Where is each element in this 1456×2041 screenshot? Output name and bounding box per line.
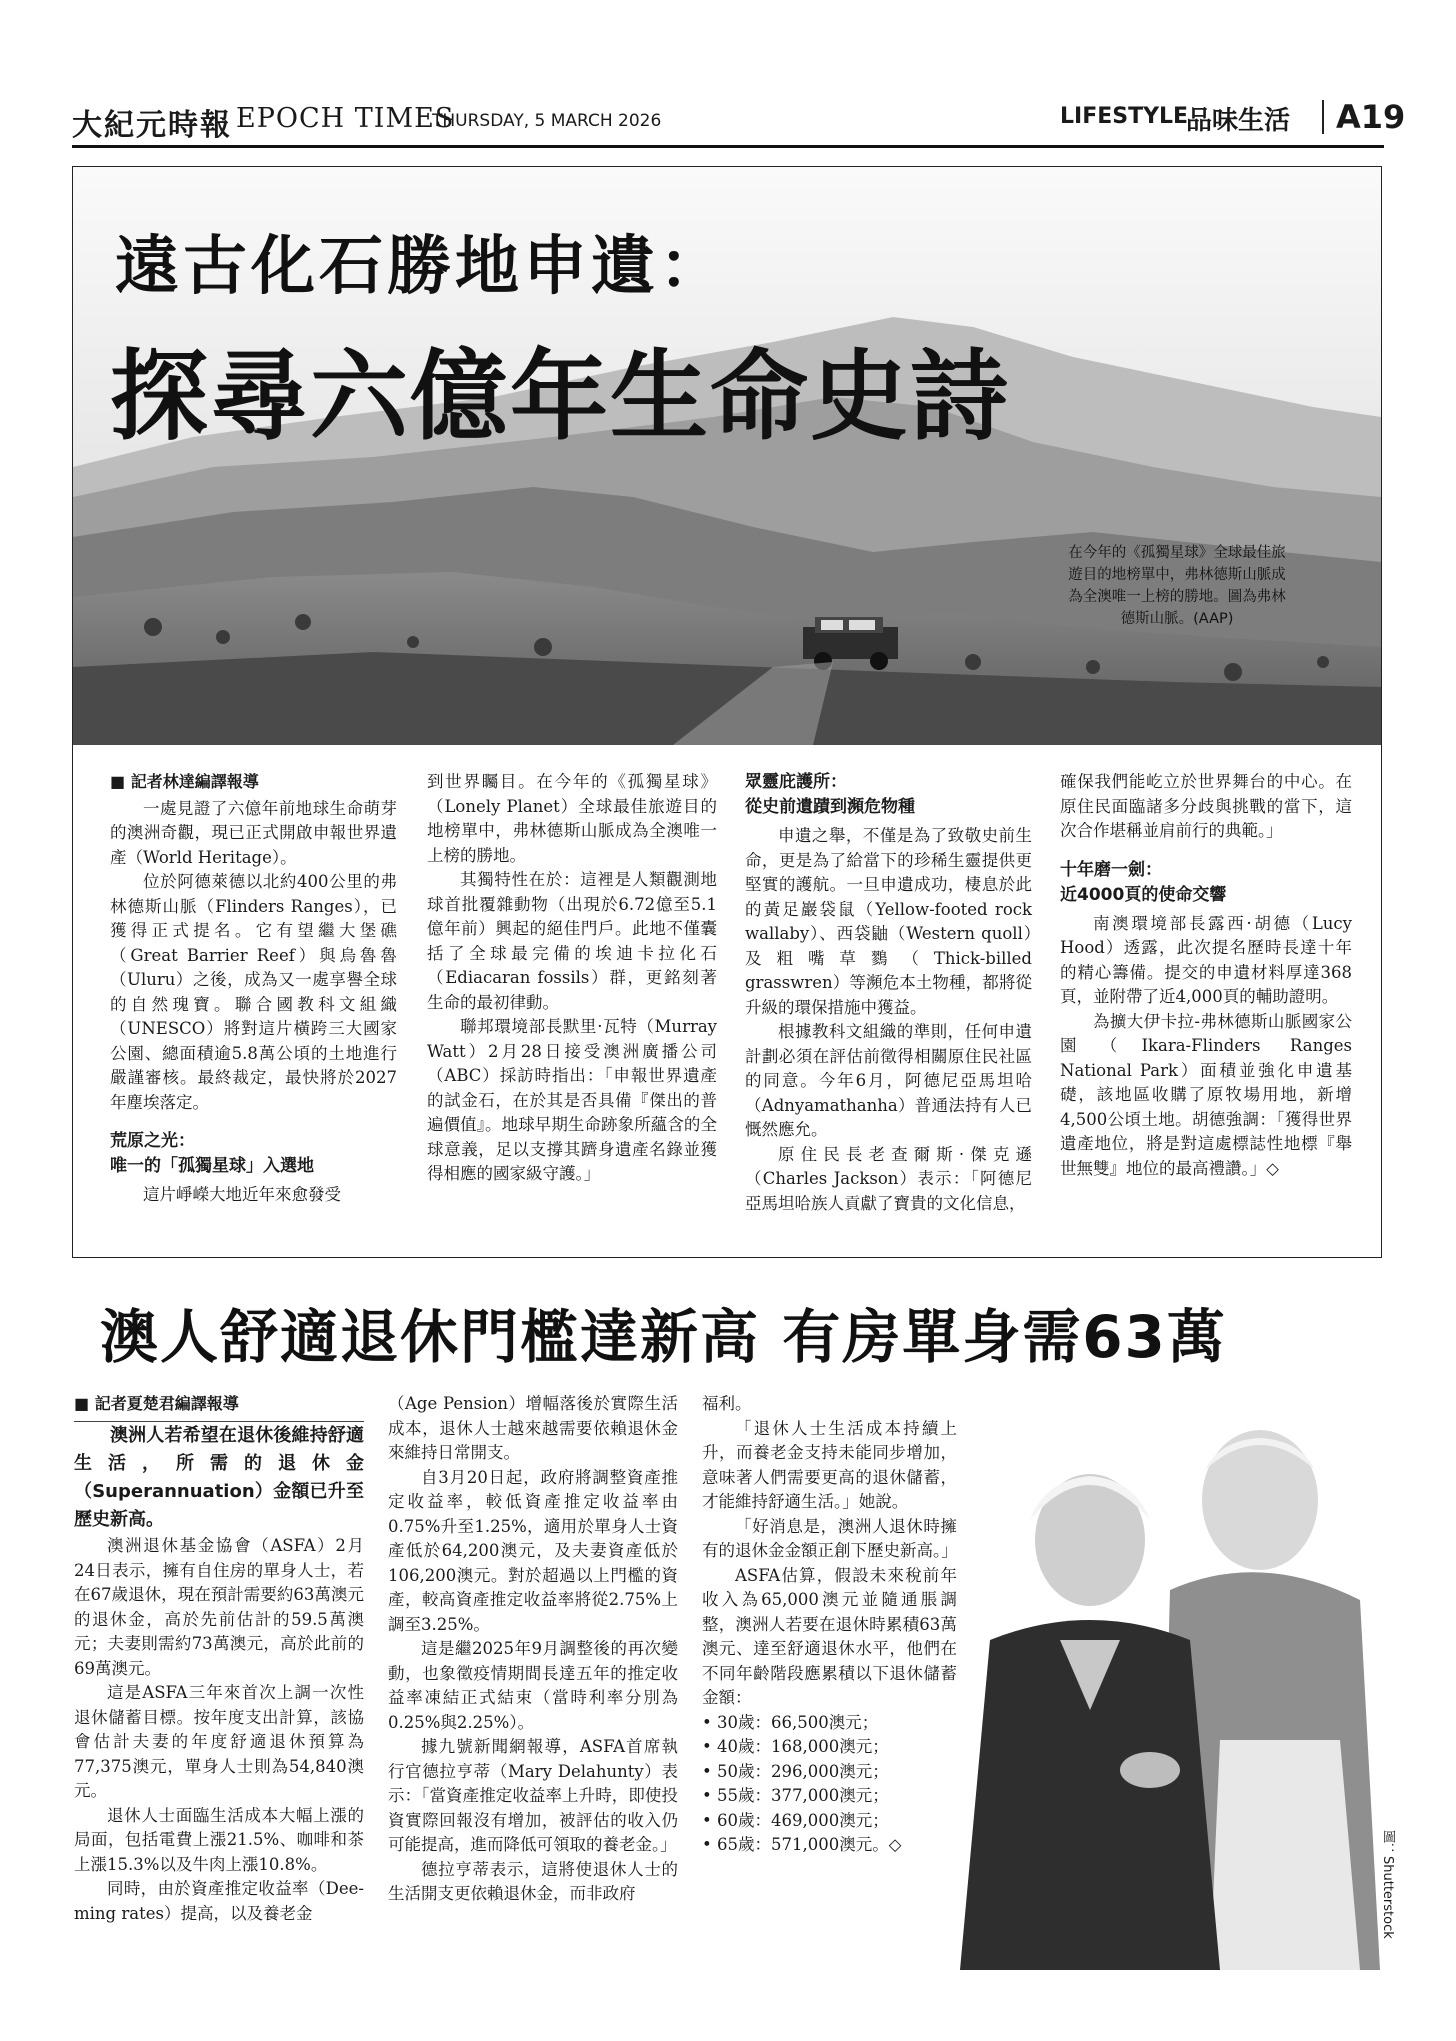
paragraph: 南澳環境部長露西·胡德（Lucy Hood）透露，此次提名歷時長達十年的精心籌備。提交的申遺材料厚達368頁，並附帶了近4,000頁的輔助證明。	[1060, 913, 1352, 1006]
subheading-line-1: 眾靈庇護所：	[745, 772, 847, 792]
subheading-line-2: 近4000頁的使命交響	[1060, 884, 1227, 905]
list-item: • 30歲：66,500澳元；	[702, 1712, 879, 1732]
article-1-column-3	[745, 770, 1032, 1216]
paragraph: 自3月20日起，政府將調整資產推定收益率，較低資產推定收益率由0.75%升至1.25%，適用於單身人士資產低於64,200澳元，及夫妻資產低於106,200澳元。對於超過以上門檻的資產，較高資產推定收益率將從2.75%上調至3.25%。	[388, 1467, 678, 1634]
savings-by-age-list	[702, 1711, 957, 1858]
paragraph: 其獨特性在於：這裡是人類觀測地球首批覆雜動物（出現於6.72億至5.1億年前）興起的絕佳門戶。此地不僅囊括了全球最完備的埃迪卡拉化石（Ediacaran fossils）群，更銘刻著生命的最初律動。	[427, 870, 717, 1012]
lead-paragraph: 澳洲人若希望在退休後維持舒適生活，所需的退休金（Superannuation）金額已升至歷史新高。	[74, 1425, 364, 1530]
article-2-column-2	[388, 1392, 678, 1907]
paragraph: 位於阿德萊德以北約400公里的弗林德斯山脈（Flinders Ranges），已獲得正式提名。它有望繼大堡礁（Great Barrier Reef）與烏魯魯（Uluru）之後，成為又一處享譽全球的自然瑰寶。聯合國教科文組織（UNESCO）將對這片橫跨三大國家公園、總面積逾5.8萬公頃的土地進行嚴謹審核。最終裁定，最快將於2027年塵埃落定。	[110, 872, 397, 1112]
paragraph: 聯邦環境部長默里·瓦特（Murray Watt）2月28日接受澳洲廣播公司（ABC）採訪時指出：「申報世界遺產的試金石，在於其是否具備『傑出的普遍價值』。地球早期生命跡象所蘊含的全球意義，足以支撐其躋身遺產名錄並獲得相應的國家級守護。」	[427, 1017, 717, 1183]
paragraph: 「好消息是，澳洲人退休時擁有的退休金金額正創下歷史新高。」	[702, 1516, 958, 1560]
subheading-line-1: 荒原之光：	[110, 1131, 195, 1151]
issue-date: THURSDAY, 5 MARCH 2026	[432, 111, 662, 131]
subheading-line-2: 從史前遺蹟到瀕危物種	[745, 797, 915, 817]
paragraph: 申遺之舉，不僅是為了致敬史前生命，更是為了給當下的珍稀生靈提供更堅實的護航。一旦申遺成功，棲息於此的黃足巖袋鼠（Yellow-footed rock wallaby）、西袋鼬（Western quoll）及粗嘴草鷚（Thick-billed grasswren）等瀕危本土物種，都將從升級的環保措施中獲益。	[745, 826, 1032, 1017]
byline: ■ 記者夏楚君編譯報導	[74, 1394, 239, 1413]
subheading-line-1: 十年磨一劍：	[1060, 859, 1162, 880]
subheading	[745, 770, 1032, 820]
paragraph: 確保我們能屹立於世界舞台的中心。在原住民面臨諸多分歧與挑戰的當下，這次合作堪稱並肩前行的典範。」	[1060, 772, 1352, 840]
paragraph: 一處見證了六億年前地球生命萌芽的澳洲奇觀，現已正式開啟申報世界遺產（World Heritage）。	[110, 798, 397, 867]
byline: ■ 記者林達編譯報導	[110, 772, 259, 791]
paragraph: 德拉亨蒂表示，這將使退休人士的生活開支更依賴退休金，而非政府	[388, 1859, 678, 1903]
header-divider	[1322, 100, 1324, 134]
header-rule	[72, 145, 1384, 148]
paragraph: 根據教科文組織的準則，任何申遺計劃必須在評估前徵得相關原住民社區的同意。今年6月，阿德尼亞馬坦哈（Adnyamathanha）普通法持有人已慨然應允。	[745, 1022, 1032, 1139]
paragraph: 福利。	[702, 1394, 752, 1413]
article-1-column-4	[1060, 770, 1352, 1181]
article-1-column-2	[427, 770, 717, 1187]
article-2-column-1	[74, 1392, 364, 1926]
paragraph: 這是繼2025年9月調整後的再次變動，也象徵疫情期間長達五年的推定收益率凍結正式結束（當時利率分別為0.25%與2.25%）。	[388, 1639, 678, 1732]
paragraph: 原住民長老查爾斯·傑克遜（Charles Jackson）表示：「阿德尼亞馬坦哈族人貢獻了寶貴的文化信息，	[745, 1144, 1032, 1213]
feature-headline-line-2: 探尋六億年生命史詩	[110, 339, 1011, 454]
list-item: • 50歲：296,000澳元；	[702, 1761, 889, 1781]
paragraph: 退休人士面臨生活成本大幅上漲的局面，包括電費上漲21.5%、咖啡和茶上漲15.3%以及牛肉上漲10.8%。	[74, 1805, 364, 1874]
list-item: • 55歲：377,000澳元；	[702, 1786, 889, 1805]
list-item: • 65歲：571,000澳元。◇	[702, 1835, 902, 1854]
photo-caption: 在今年的《孤獨星球》全球最佳旅遊目的地榜單中，弗林德斯山脈成為全澳唯一上榜的勝地。圖為弗林德斯山脈。(AAP)	[1068, 545, 1286, 627]
paragraph: ASFA估算，假設未來稅前年收入為65,000澳元並隨通脹調整，澳洲人若要在退休時累積63萬澳元、達至舒適退休水平，他們在不同年齡階段應累積以下退休儲蓄金額：	[702, 1565, 957, 1707]
feature-headline-line-1: 遠古化石勝地申遺：	[115, 230, 727, 304]
paragraph: 「退休人士生活成本持續上升，而養老金支持未能同步增加，意味著人們需要更高的退休儲蓄，才能維持舒適生活。」她說。	[702, 1418, 957, 1511]
retired-couple-photo	[920, 1410, 1380, 1970]
paragraph: 這片崢嶸大地近年來愈發受	[143, 1185, 341, 1204]
paragraph: （Age Pension）增幅落後於實際生活成本，退休人士越來越需要依賴退休金來維持日常開支。	[388, 1394, 678, 1462]
photo-credit: 圖：Shutterstock	[1380, 1830, 1395, 1939]
masthead-logo-en: EPOCH TIMES	[236, 103, 455, 134]
paragraph: 據九號新聞網報導，ASFA首席執行官德拉亨蒂（Mary Delahunty）表示：「當資產推定收益率上升時，即使投資實際回報沒有增加，被評估的收入仍可能提高，進而降低可領取的養老金。」	[388, 1737, 678, 1854]
list-item: • 40歲：168,000澳元；	[702, 1737, 889, 1756]
paragraph: 為擴大伊卡拉-弗林德斯山脈國家公園（Ikara-Flinders Ranges National Park）面積並強化申遺基礎，該地區收購了原牧場用地，新增4,500公頃土地。胡德強調：「獲得世界遺產地位，將是對這處標誌性地標『舉世無雙』地位的最高禮讚。」◇	[1060, 1011, 1352, 1178]
paragraph: 澳洲退休基金協會（ASFA）2月24日表示，擁有自住房的單身人士，若在67歲退休，現在預計需要約63萬澳元的退休金，高於先前估計的59.5萬澳元；夫妻則需約73萬澳元，高於此前的69萬澳元。	[74, 1536, 364, 1678]
subheading	[1060, 858, 1352, 908]
paragraph: 到世界矚目。在今年的《孤獨星球》（Lonely Planet）全球最佳旅遊目的地榜單中，弗林德斯山脈成為全澳唯一上榜的勝地。	[427, 772, 717, 865]
subheading-line-2: 唯一的「孤獨星球」入選地	[110, 1156, 314, 1176]
section-name-en: LIFESTYLE	[1060, 104, 1189, 129]
subheading	[110, 1129, 397, 1179]
paragraph: 同時，由於資產推定收益率（Dee-ming rates）提高，以及養老金	[74, 1879, 364, 1923]
page-number: A19	[1336, 98, 1406, 136]
section-name-cn: 品味生活	[1186, 106, 1291, 136]
story-2-headline: 澳人舒適退休門檻達新高 有房單身需63萬	[100, 1303, 1227, 1371]
list-item: • 60歲：469,000澳元；	[702, 1810, 889, 1830]
article-2-column-3	[702, 1392, 957, 1858]
article-1-column-1	[110, 770, 397, 1208]
masthead-logo-cn: 大紀元時報	[72, 108, 232, 143]
paragraph: 這是ASFA三年來首次上調一次性退休儲蓄目標。按年度支出計算，該協會估計夫妻的年度舒適退休預算為77,375澳元，單身人士則為54,840澳元。	[74, 1683, 364, 1800]
